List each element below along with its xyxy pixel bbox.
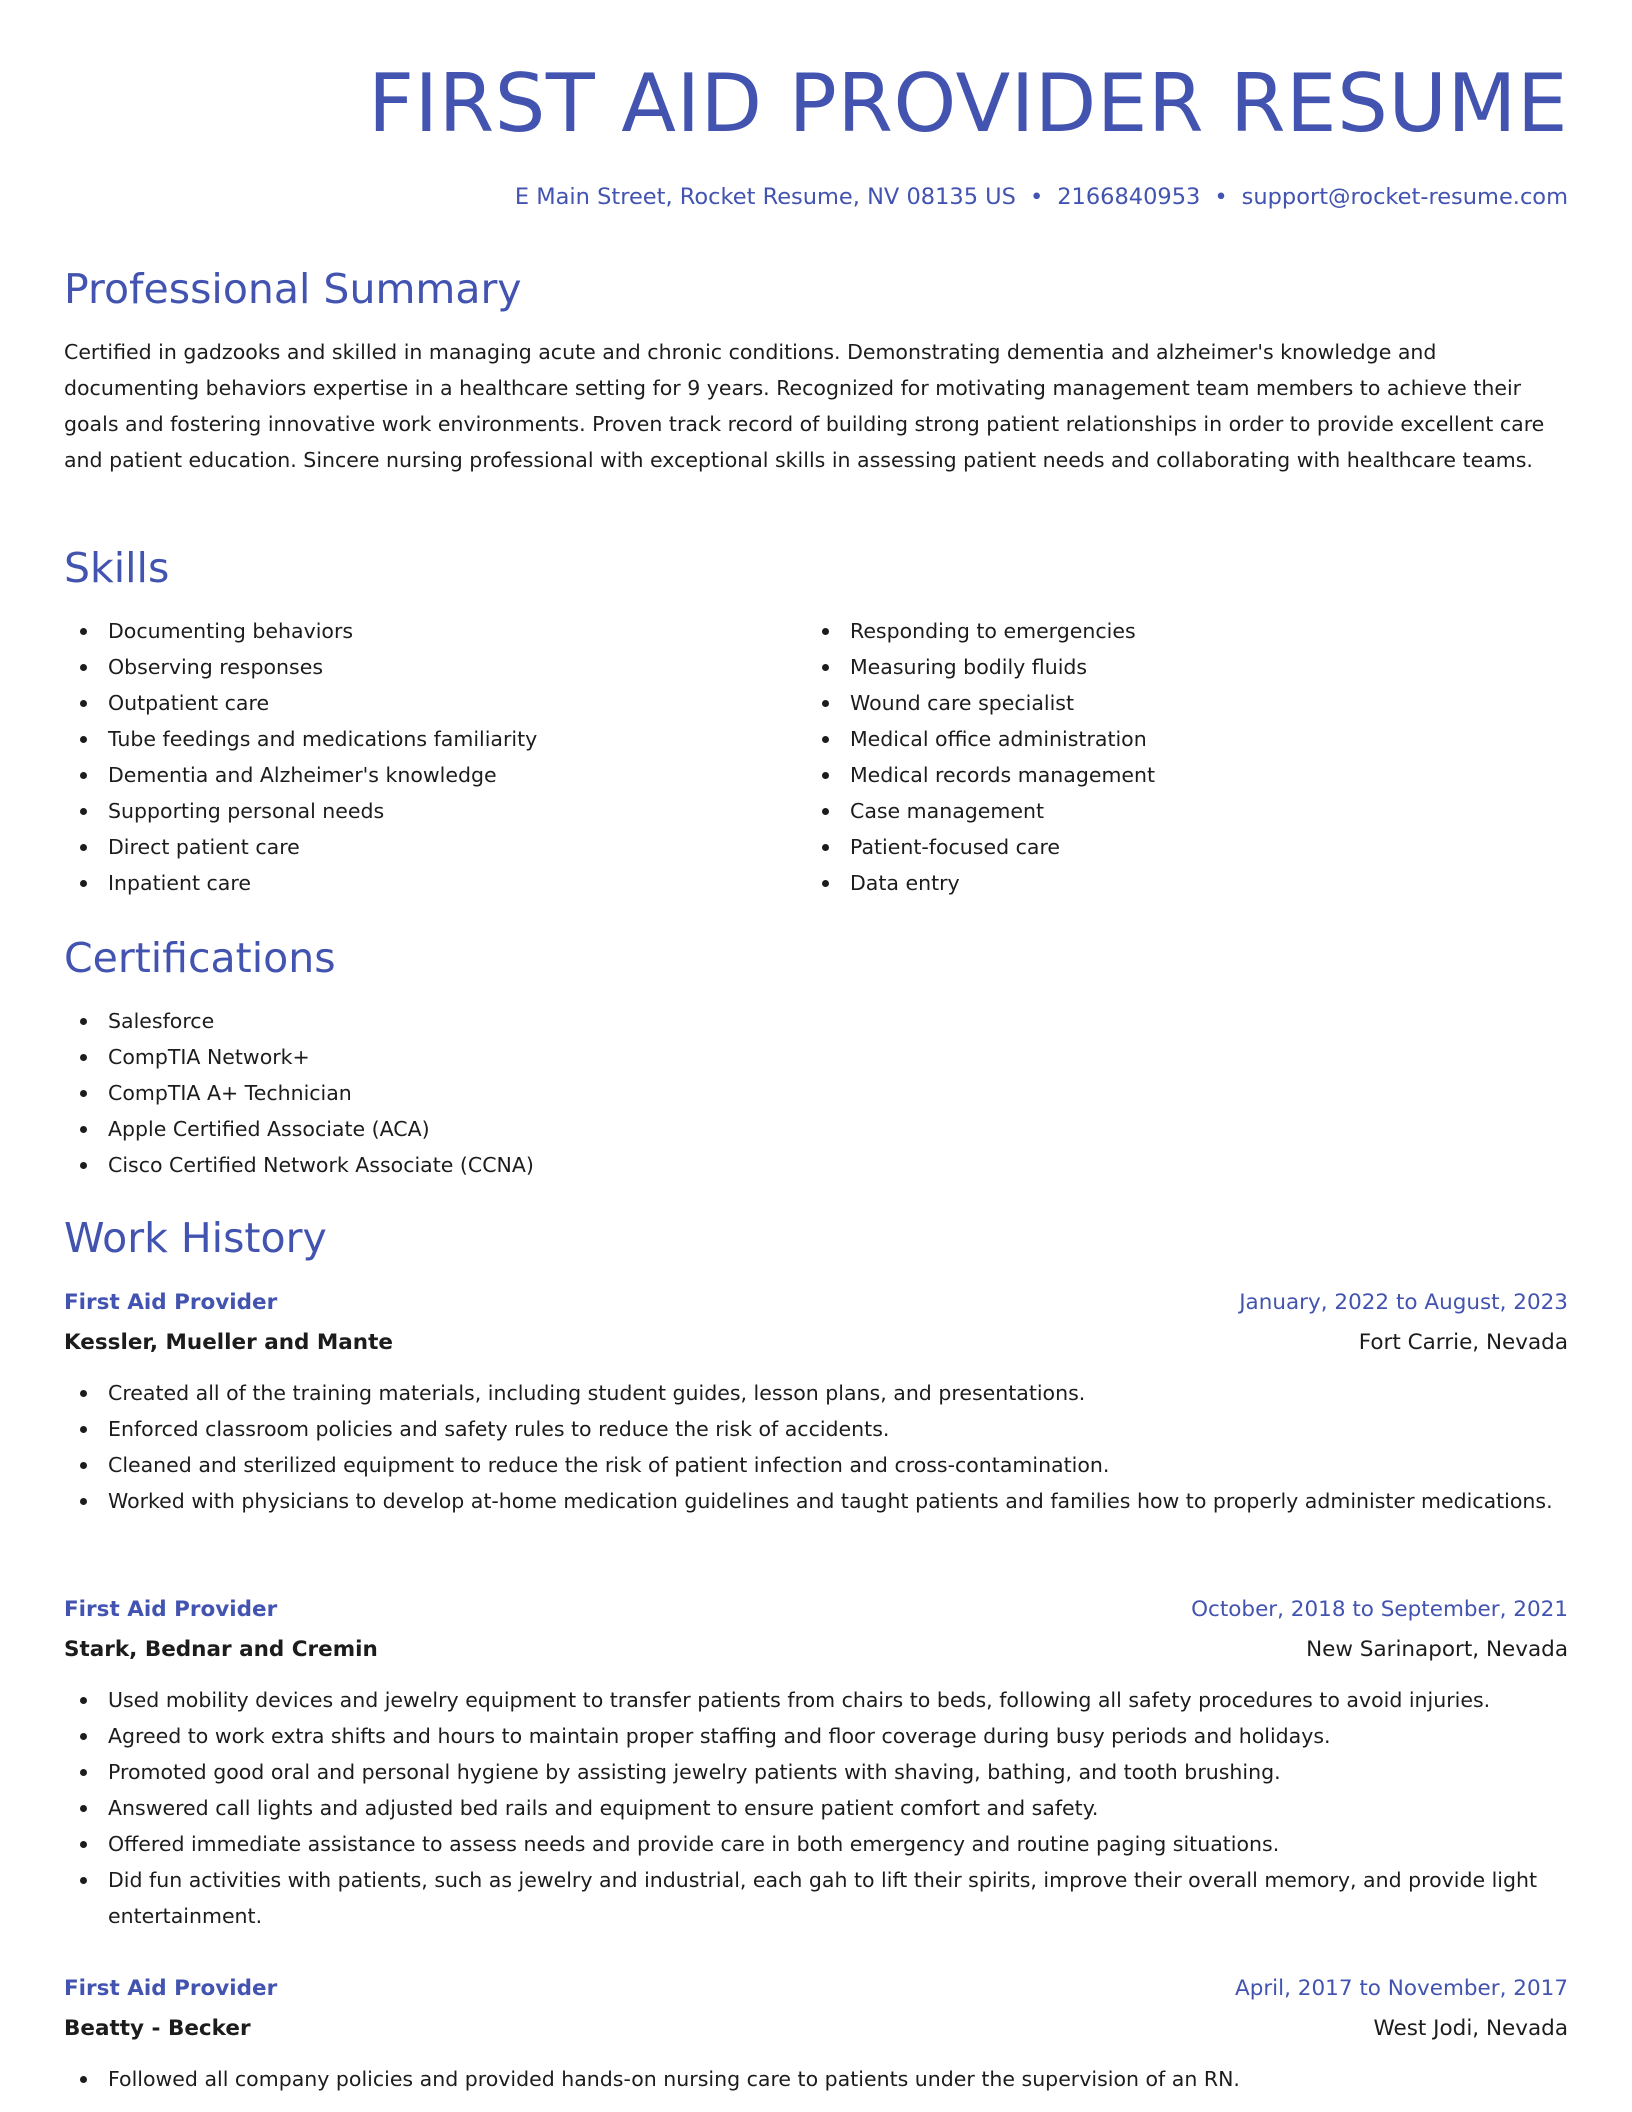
job-duty: Offered immediate assistance to assess needs and provide care in both emergency and routine paging situations. [64, 1826, 1568, 1862]
job-title: First Aid Provider [64, 1290, 278, 1315]
certifications-list [64, 1003, 1568, 1183]
skills-heading: Skills [64, 544, 170, 592]
skill-item: Documenting behaviors [64, 613, 804, 649]
skill-item: Outpatient care [64, 685, 804, 721]
contact-separator: • [1214, 184, 1228, 210]
skill-item: Medical records management [806, 757, 1566, 793]
summary-text: Certified in gadzooks and skilled in managing acute and chronic conditions. Demonstrating dementia and alzheimer's knowledge and documenting behaviors expertise in a healthcare setting for 9 years. Recognized for motivating management team members to achieve their goals and fostering innovative work environments. Proven track record of building strong patient relationships in order to provide excellent care and patient education. Sincere nursing professional with exceptional skills in assessing patient needs and collaborating with healthcare teams. [64, 340, 1545, 472]
skill-item: Responding to emergencies [806, 613, 1566, 649]
certification-item: Cisco Certified Network Associate (CCNA) [64, 1147, 1568, 1183]
skill-item: Inpatient care [64, 865, 804, 901]
skill-item: Supporting personal needs [64, 793, 804, 829]
job-dates: April, 2017 to November, 2017 [1234, 1976, 1568, 2001]
job-duty: Cleaned and sterilized equipment to reduce the risk of patient infection and cross-contamination. [64, 1447, 1568, 1483]
job-company: Stark, Bednar and Cremin [64, 1637, 378, 1662]
job-dates: January, 2022 to August, 2023 [1239, 1290, 1568, 1315]
skill-item: Medical office administration [806, 721, 1566, 757]
job-company: Beatty - Becker [64, 2016, 251, 2041]
job-duties [64, 1682, 1568, 1934]
skill-item: Patient-focused care [806, 829, 1566, 865]
contact-phone: 2166840953 [1057, 184, 1201, 210]
contact-line [515, 181, 1568, 213]
job-location: West Jodi, Nevada [1373, 2016, 1568, 2041]
certification-item: CompTIA A+ Technician [64, 1075, 1568, 1111]
work-history-heading: Work History [64, 1214, 327, 1262]
job-title: First Aid Provider [64, 1597, 278, 1622]
job-duty: Promoted good oral and personal hygiene by assisting jewelry patients with shaving, bathing, and tooth brushing. [64, 1754, 1568, 1790]
job-entry [64, 1592, 1568, 1934]
contact-separator: • [1029, 184, 1044, 210]
job-duty: Used mobility devices and jewelry equipment to transfer patients from chairs to beds, following all safety procedures to avoid injuries. [64, 1682, 1568, 1718]
skill-item: Observing responses [64, 649, 804, 685]
job-location: Fort Carrie, Nevada [1358, 1330, 1568, 1355]
job-duty: Enforced classroom policies and safety rules to reduce the risk of accidents. [64, 1411, 1568, 1447]
job-duty: Answered call lights and adjusted bed rails and equipment to ensure patient comfort and safety. [64, 1790, 1568, 1826]
contact-email: support@rocket-resume.com [1241, 184, 1568, 210]
skill-item: Case management [806, 793, 1566, 829]
summary-heading: Professional Summary [64, 265, 522, 313]
resume-page [64, 0, 1568, 2112]
resume-title: FIRST AID PROVIDER RESUME [367, 57, 1568, 150]
job-title: First Aid Provider [64, 1976, 278, 2001]
skill-item: Dementia and Alzheimer's knowledge [64, 757, 804, 793]
job-entry [64, 1971, 1568, 2097]
job-duty: Followed all company policies and provided hands-on nursing care to patients under the supervision of an RN. [64, 2061, 1568, 2097]
skills-list-right [806, 613, 1566, 901]
job-company: Kessler, Mueller and Mante [64, 1330, 393, 1355]
skill-item: Data entry [806, 865, 1566, 901]
certifications-heading: Certifications [64, 934, 336, 982]
job-duties [64, 1375, 1568, 1519]
certification-item: CompTIA Network+ [64, 1039, 1568, 1075]
job-duty: Created all of the training materials, including student guides, lesson plans, and presentations. [64, 1375, 1568, 1411]
skill-item: Measuring bodily fluids [806, 649, 1566, 685]
contact-address: E Main Street, Rocket Resume, NV 08135 US [514, 184, 1016, 210]
job-duty: Did fun activities with patients, such as jewelry and industrial, each gah to lift their spirits, improve their overall memory, and provide light entertainment. [64, 1862, 1568, 1934]
job-dates: October, 2018 to September, 2021 [1191, 1597, 1568, 1622]
skill-item: Wound care specialist [806, 685, 1566, 721]
certification-item: Salesforce [64, 1003, 1568, 1039]
job-duty: Worked with physicians to develop at-home medication guidelines and taught patients and families how to properly administer medications. [64, 1483, 1568, 1519]
job-location: New Sarinaport, Nevada [1306, 1637, 1568, 1662]
skill-item: Direct patient care [64, 829, 804, 865]
certification-item: Apple Certified Associate (ACA) [64, 1111, 1568, 1147]
skills-list-left [64, 613, 804, 901]
job-duty: Agreed to work extra shifts and hours to maintain proper staffing and floor coverage during busy periods and holidays. [64, 1718, 1568, 1754]
skill-item: Tube feedings and medications familiarity [64, 721, 804, 757]
job-duties [64, 2061, 1568, 2097]
job-entry [64, 1285, 1568, 1519]
